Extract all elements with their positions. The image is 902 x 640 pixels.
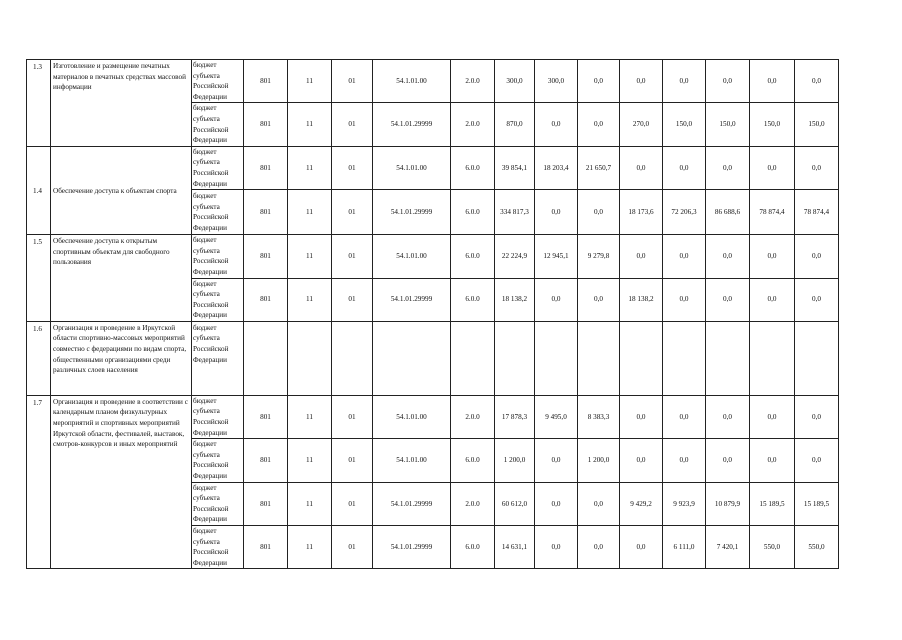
year-value: 0,0 — [578, 60, 620, 103]
year-value: 9 429,2 — [620, 482, 663, 525]
year-value: 12 945,1 — [535, 235, 578, 278]
table-row — [27, 235, 839, 278]
grbs-code: 801 — [244, 103, 288, 146]
rz-code: 11 — [288, 526, 332, 569]
vr-code: 2.0.0 — [451, 103, 495, 146]
year-value: 0,0 — [750, 395, 795, 438]
year-value: 0,0 — [706, 146, 750, 189]
year-value: 0,0 — [795, 60, 839, 103]
vr-code: 2.0.0 — [451, 395, 495, 438]
year-value: 0,0 — [795, 278, 839, 321]
year-value: 0,0 — [663, 395, 706, 438]
year-value: 270,0 — [620, 103, 663, 146]
year-value: 0,0 — [795, 235, 839, 278]
year-value: 0,0 — [535, 439, 578, 482]
year-value — [750, 321, 795, 395]
csr-code: 54.1.01.00 — [373, 395, 451, 438]
csr-code: 54.1.01.00 — [373, 60, 451, 103]
csr-code — [373, 321, 451, 395]
csr-code: 54.1.01.00 — [373, 146, 451, 189]
pr-code: 01 — [332, 235, 373, 278]
vr-code: 2.0.0 — [451, 482, 495, 525]
year-value: 7 420,1 — [706, 526, 750, 569]
year-value: 0,0 — [663, 60, 706, 103]
total-value: 39 854,1 — [495, 146, 535, 189]
year-value: 15 189,5 — [750, 482, 795, 525]
year-value: 6 111,0 — [663, 526, 706, 569]
pr-code: 01 — [332, 103, 373, 146]
funding-source: бюджет субъекта Российской Федерации — [192, 146, 244, 189]
year-value: 0,0 — [578, 526, 620, 569]
year-value: 1 200,0 — [578, 439, 620, 482]
item-name: Организация и проведение в Иркутской области спортивно-массовых мероприятий совместно с федерациями по видам спорта, общественными организациями среди различных слоев населения — [51, 321, 192, 395]
vr-code: 6.0.0 — [451, 526, 495, 569]
pr-code: 01 — [332, 395, 373, 438]
year-value — [795, 321, 839, 395]
year-value: 300,0 — [535, 60, 578, 103]
item-name: Организация и проведение в соответствии с календарным планом физкультурных мероприятий и спортивных мероприятий Иркутской области, фестивалей, выставок, смотров-конкурсов и иных мероприятий — [51, 395, 192, 569]
year-value: 15 189,5 — [795, 482, 839, 525]
pr-code: 01 — [332, 526, 373, 569]
year-value: 550,0 — [750, 526, 795, 569]
table-row — [27, 146, 839, 189]
csr-code: 54.1.01.29999 — [373, 190, 451, 235]
year-value: 0,0 — [578, 103, 620, 146]
funding-source: бюджет субъекта Российской Федерации — [192, 235, 244, 278]
total-value — [495, 321, 535, 395]
funding-source: бюджет субъекта Российской Федерации — [192, 103, 244, 146]
year-value: 0,0 — [750, 60, 795, 103]
year-value: 86 688,6 — [706, 190, 750, 235]
item-name: Обеспечение доступа к объектам спорта — [51, 146, 192, 234]
funding-source: бюджет субъекта Российской Федерации — [192, 321, 244, 395]
funding-source: бюджет субъекта Российской Федерации — [192, 526, 244, 569]
grbs-code: 801 — [244, 482, 288, 525]
grbs-code: 801 — [244, 439, 288, 482]
year-value: 550,0 — [795, 526, 839, 569]
year-value: 150,0 — [663, 103, 706, 146]
year-value: 9 279,8 — [578, 235, 620, 278]
rz-code: 11 — [288, 395, 332, 438]
pr-code: 01 — [332, 482, 373, 525]
rz-code: 11 — [288, 482, 332, 525]
year-value: 0,0 — [535, 103, 578, 146]
year-value: 0,0 — [706, 395, 750, 438]
rz-code: 11 — [288, 190, 332, 235]
vr-code: 6.0.0 — [451, 278, 495, 321]
rz-code — [288, 321, 332, 395]
year-value: 78 874,4 — [795, 190, 839, 235]
funding-source: бюджет субъекта Российской Федерации — [192, 439, 244, 482]
csr-code: 54.1.01.29999 — [373, 526, 451, 569]
total-value: 334 817,3 — [495, 190, 535, 235]
vr-code: 6.0.0 — [451, 146, 495, 189]
year-value: 0,0 — [535, 526, 578, 569]
total-value: 870,0 — [495, 103, 535, 146]
budget-table — [26, 59, 839, 569]
year-value: 8 383,3 — [578, 395, 620, 438]
funding-source: бюджет субъекта Российской Федерации — [192, 482, 244, 525]
year-value: 0,0 — [578, 482, 620, 525]
year-value: 0,0 — [535, 482, 578, 525]
item-number: 1.7 — [27, 395, 51, 569]
rz-code: 11 — [288, 439, 332, 482]
year-value: 18 173,6 — [620, 190, 663, 235]
year-value: 0,0 — [706, 235, 750, 278]
year-value: 0,0 — [663, 278, 706, 321]
year-value: 150,0 — [706, 103, 750, 146]
table-row — [27, 60, 839, 103]
year-value: 0,0 — [620, 60, 663, 103]
year-value: 0,0 — [578, 278, 620, 321]
year-value: 9 495,0 — [535, 395, 578, 438]
year-value — [706, 321, 750, 395]
csr-code: 54.1.01.00 — [373, 439, 451, 482]
year-value: 0,0 — [750, 439, 795, 482]
vr-code: 2.0.0 — [451, 60, 495, 103]
table-row — [27, 321, 839, 395]
year-value: 0,0 — [750, 146, 795, 189]
year-value: 150,0 — [795, 103, 839, 146]
year-value: 0,0 — [578, 190, 620, 235]
item-name: Изготовление и размещение печатных материалов в печатных средствах массовой информации — [51, 60, 192, 147]
year-value — [663, 321, 706, 395]
year-value — [535, 321, 578, 395]
grbs-code: 801 — [244, 526, 288, 569]
year-value: 0,0 — [795, 395, 839, 438]
year-value: 0,0 — [620, 146, 663, 189]
total-value: 14 631,1 — [495, 526, 535, 569]
pr-code: 01 — [332, 439, 373, 482]
rz-code: 11 — [288, 60, 332, 103]
year-value: 18 203,4 — [535, 146, 578, 189]
rz-code: 11 — [288, 103, 332, 146]
total-value: 18 138,2 — [495, 278, 535, 321]
item-number: 1.6 — [27, 321, 51, 395]
item-name: Обеспечение доступа к открытым спортивным объектам для свободного пользования — [51, 235, 192, 322]
item-number: 1.3 — [27, 60, 51, 147]
year-value: 0,0 — [620, 526, 663, 569]
total-value: 60 612,0 — [495, 482, 535, 525]
year-value: 9 923,9 — [663, 482, 706, 525]
pr-code: 01 — [332, 190, 373, 235]
item-number: 1.5 — [27, 235, 51, 322]
year-value: 18 138,2 — [620, 278, 663, 321]
grbs-code: 801 — [244, 395, 288, 438]
year-value: 0,0 — [535, 278, 578, 321]
grbs-code: 801 — [244, 146, 288, 189]
total-value: 1 200,0 — [495, 439, 535, 482]
year-value: 72 206,3 — [663, 190, 706, 235]
year-value: 0,0 — [795, 439, 839, 482]
year-value: 0,0 — [706, 439, 750, 482]
grbs-code — [244, 321, 288, 395]
csr-code: 54.1.01.00 — [373, 235, 451, 278]
vr-code: 6.0.0 — [451, 439, 495, 482]
rz-code: 11 — [288, 146, 332, 189]
rz-code: 11 — [288, 235, 332, 278]
funding-source: бюджет субъекта Российской Федерации — [192, 190, 244, 235]
pr-code — [332, 321, 373, 395]
funding-source: бюджет субъекта Российской Федерации — [192, 60, 244, 103]
year-value: 0,0 — [620, 235, 663, 278]
csr-code: 54.1.01.29999 — [373, 482, 451, 525]
grbs-code: 801 — [244, 60, 288, 103]
csr-code: 54.1.01.29999 — [373, 103, 451, 146]
grbs-code: 801 — [244, 235, 288, 278]
funding-source: бюджет субъекта Российской Федерации — [192, 278, 244, 321]
year-value: 10 879,9 — [706, 482, 750, 525]
year-value — [620, 321, 663, 395]
year-value: 78 874,4 — [750, 190, 795, 235]
grbs-code: 801 — [244, 190, 288, 235]
year-value: 0,0 — [663, 235, 706, 278]
year-value: 0,0 — [620, 439, 663, 482]
rz-code: 11 — [288, 278, 332, 321]
pr-code: 01 — [332, 278, 373, 321]
year-value: 0,0 — [706, 60, 750, 103]
year-value — [578, 321, 620, 395]
year-value: 0,0 — [535, 190, 578, 235]
year-value: 0,0 — [750, 278, 795, 321]
year-value: 0,0 — [706, 278, 750, 321]
year-value: 0,0 — [620, 395, 663, 438]
item-number: 1.4 — [27, 146, 51, 234]
csr-code: 54.1.01.29999 — [373, 278, 451, 321]
vr-code: 6.0.0 — [451, 190, 495, 235]
year-value: 0,0 — [663, 439, 706, 482]
year-value: 150,0 — [750, 103, 795, 146]
total-value: 22 224,9 — [495, 235, 535, 278]
vr-code: 6.0.0 — [451, 235, 495, 278]
year-value: 0,0 — [663, 146, 706, 189]
pr-code: 01 — [332, 146, 373, 189]
year-value: 0,0 — [795, 146, 839, 189]
total-value: 17 878,3 — [495, 395, 535, 438]
funding-source: бюджет субъекта Российской Федерации — [192, 395, 244, 438]
vr-code — [451, 321, 495, 395]
year-value: 0,0 — [750, 235, 795, 278]
grbs-code: 801 — [244, 278, 288, 321]
total-value: 300,0 — [495, 60, 535, 103]
year-value: 21 650,7 — [578, 146, 620, 189]
pr-code: 01 — [332, 60, 373, 103]
table-row — [27, 395, 839, 438]
